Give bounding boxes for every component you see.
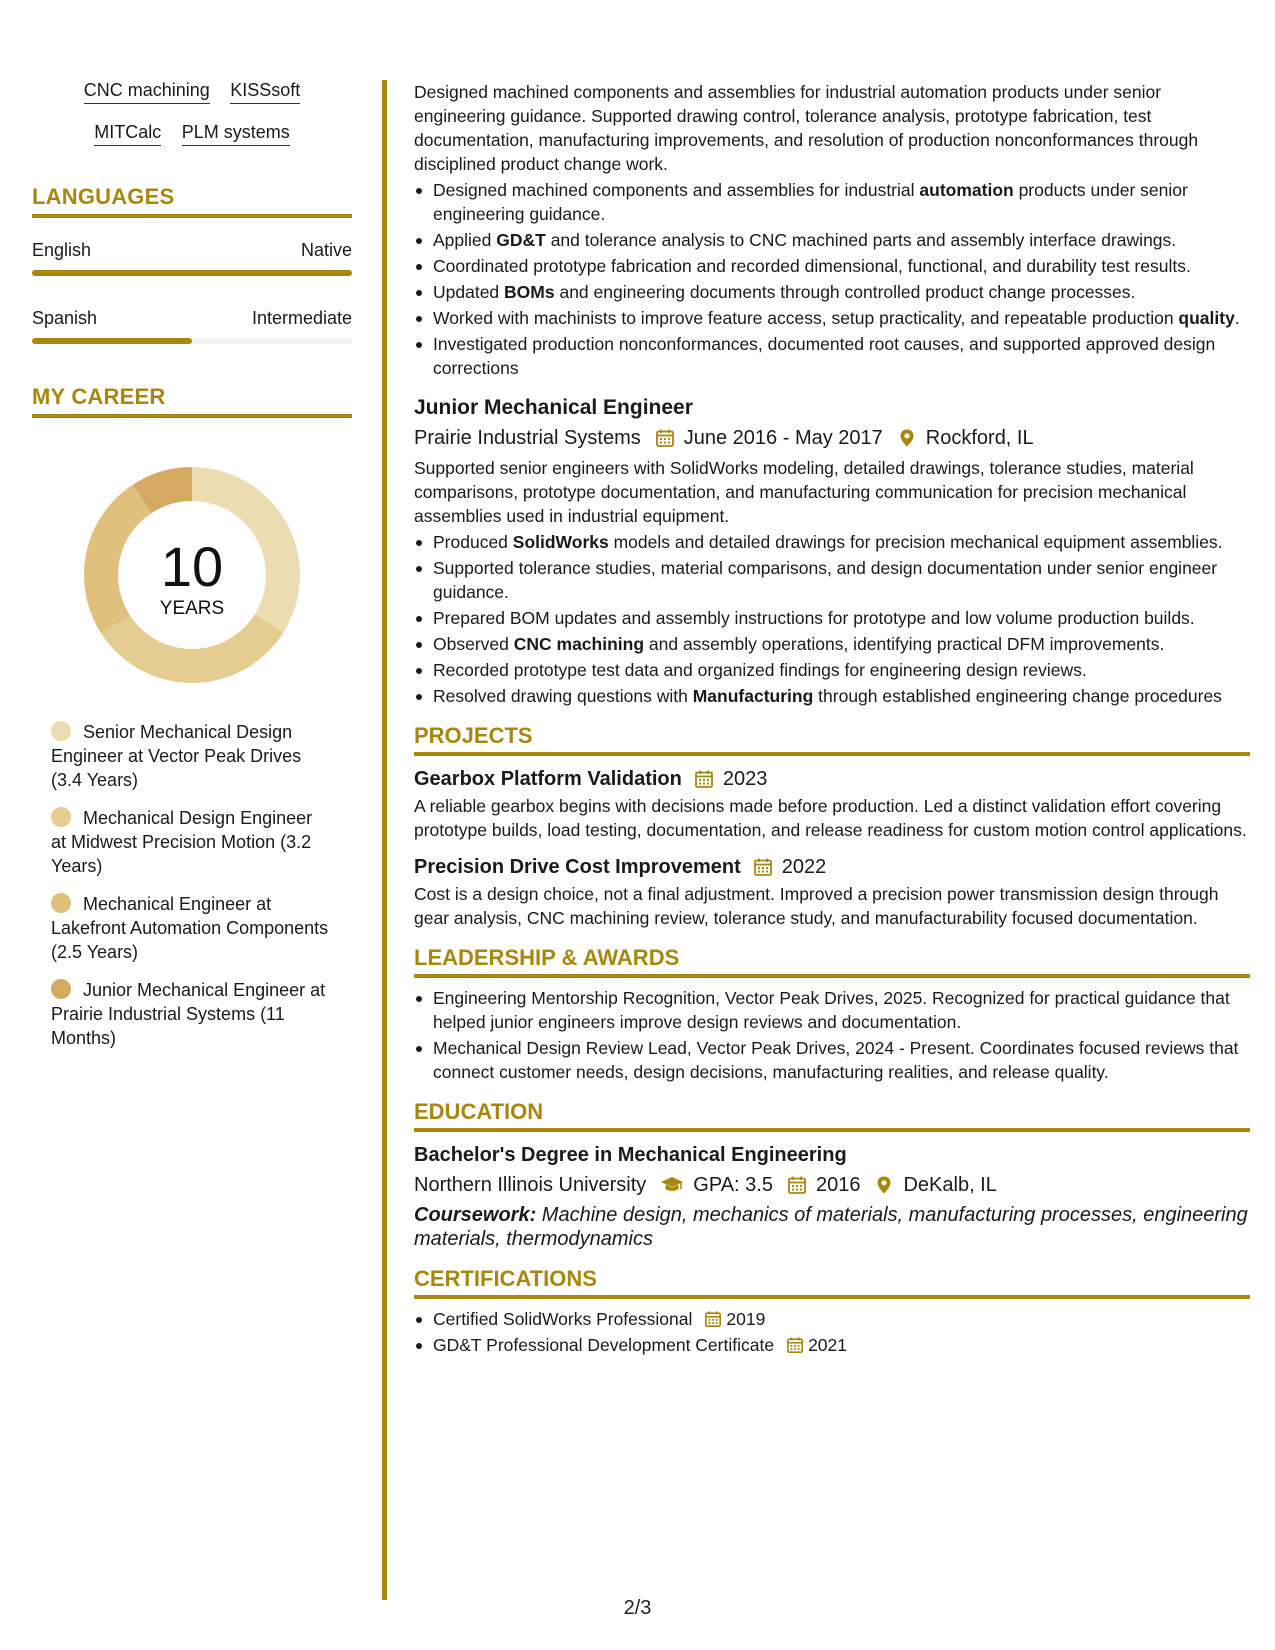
education-title: EDUCATION [414,1100,1250,1132]
leadership-section [414,946,1250,1084]
career-donut [77,460,307,690]
career-legend [51,720,331,1050]
list-item: Resolved drawing questions with Manufacturing through established engineering change procedures [414,684,1250,708]
language-bar [32,270,352,276]
project-description: Cost is a design choice, not a final adjustment. Improved a precision power transmission design through gear analysis, CNC machining review, tolerance study, and manufacturability focused documentation. [414,884,1219,928]
certifications-section [414,1267,1250,1357]
column-divider [382,80,387,1600]
gpa: GPA: 3.5 [693,1174,773,1196]
list-item: Observed CNC machining and assembly operations, identifying practical DFM improvements. [414,632,1250,656]
language-level: Native [300,240,352,260]
legend-dot [51,721,71,741]
school-name: Northern Illinois University [414,1174,647,1196]
project-entry [414,852,1250,930]
project-entry [414,764,1250,842]
calendar-icon [786,1336,804,1354]
list-item: Applied GD&T and tolerance analysis to CNC machined parts and assembly interface drawings. [414,228,1250,252]
list-item: Engineering Mentorship Recognition, Vector Peak Drives, 2025. Recognized for practical guidance that helped junior engineers improve design reviews and documentation. [414,986,1250,1034]
job-dates: June 2016 - May 2017 [683,427,883,449]
job-bullets [414,530,1250,708]
list-item: Prepared BOM updates and assembly instructions for prototype and low volume production builds. [414,606,1250,630]
left-column [32,80,352,1064]
projects-section [414,724,1250,930]
coursework [414,1203,1250,1251]
legend-item [51,892,331,964]
certifications-title: CERTIFICATIONS [414,1267,1250,1299]
leadership-title: LEADERSHIP & AWARDS [414,946,1250,978]
job-bullets [414,178,1250,380]
legend-item [51,720,331,792]
donut-segment [101,614,283,683]
legend-item [51,978,331,1050]
language-name: Spanish [32,308,98,328]
calendar-icon [704,1310,722,1328]
calendar-icon [753,857,773,877]
projects-title: PROJECTS [414,724,1250,756]
list-item: Updated BOMs and engineering documents through controlled product change processes. [414,280,1250,304]
company-name: Prairie Industrial Systems [414,427,641,449]
language-bar-fill [32,338,192,344]
skill-tag: PLM systems [182,122,290,146]
list-item [414,1333,1250,1357]
right-column [414,80,1250,1359]
project-name: Gearbox Platform Validation [414,768,682,790]
coursework-text: Machine design, mechanics of materials, manufacturing processes, engineering materials, thermodynamics [414,1204,1248,1250]
career-total-years: 10 [160,535,224,598]
language-bar [32,338,352,344]
list-item: Supported tolerance studies, material comparisons, and design documentation under senior engineer guidance. [414,556,1250,604]
leadership-list [414,986,1250,1084]
career-total-unit: YEARS [159,598,225,619]
legend-label: Mechanical Engineer at Lakefront Automation Components (2.5 Years) [51,894,329,962]
legend-label: Junior Mechanical Engineer at Prairie Industrial Systems (11 Months) [51,980,326,1048]
list-item: Investigated production nonconformances, documented root causes, and supported approved design corrections [414,332,1250,380]
calendar-icon [787,1175,807,1195]
skill-tag: KISSsoft [230,80,300,104]
certification-name: Certified SolidWorks Professional [433,1309,693,1329]
legend-dot [51,807,71,827]
job-title: Junior Mechanical Engineer [414,396,693,419]
career-title: MY CAREER [32,384,352,418]
school-location: DeKalb, IL [903,1174,997,1196]
legend-dot [51,893,71,913]
job-entry [414,393,1250,708]
education-meta [414,1170,1250,1200]
job-meta [414,423,1250,453]
job-summary: Designed machined components and assemblies for industrial automation products under senior engineering guidance. Supported drawing control, tolerance analysis, prototype fabrication, test documentation, manufacturing improvements, and resolution of production nonconformances through disciplined product change work. [414,82,1199,174]
coursework-label: Coursework: [414,1204,537,1226]
job-summary: Supported senior engineers with SolidWorks modeling, detailed drawings, tolerance studies, material comparisons, prototype documentation, and manufacturing communication for precision mechanical assemblies used in industrial equipment. [414,458,1194,526]
list-item: Recorded prototype test data and organized findings for engineering design reviews. [414,658,1250,682]
languages-section [32,184,352,344]
list-item: Designed machined components and assemblies for industrial automation products under senior engineering guidance. [414,178,1250,226]
certification-name: GD&T Professional Development Certificate [433,1335,775,1355]
graduation-year: 2016 [815,1174,861,1196]
project-description: A reliable gearbox begins with decisions made before production. Led a distinct validation effort covering prototype builds, load testing, documentation, and release readiness for custom motion control applications. [414,796,1247,840]
job-location: Rockford, IL [925,427,1034,449]
degree-name: Bachelor's Degree in Mechanical Engineering [414,1144,847,1166]
skill-tag: CNC machining [84,80,210,104]
project-year: 2023 [722,768,768,790]
calendar-icon [694,769,714,789]
location-pin-icon [897,428,917,448]
education-section [414,1100,1250,1251]
calendar-icon [655,428,675,448]
legend-dot [51,979,71,999]
project-year: 2022 [781,856,827,878]
certification-year: 2019 [726,1309,766,1329]
legend-label: Mechanical Design Engineer at Midwest Precision Motion (3.2 Years) [51,808,313,876]
languages-title: LANGUAGES [32,184,352,218]
language-level: Intermediate [251,308,352,328]
career-section [32,384,352,1050]
list-item [414,1307,1250,1331]
list-item: Coordinated prototype fabrication and recorded dimensional, functional, and durability test results. [414,254,1250,278]
list-item: Worked with machinists to improve feature access, setup practicality, and repeatable production quality. [414,306,1250,330]
location-pin-icon [874,1175,894,1195]
legend-item [51,806,331,878]
language-name: English [32,240,92,260]
skill-tag: MITCalc [94,122,161,146]
graduation-cap-icon [660,1175,684,1195]
project-name: Precision Drive Cost Improvement [414,856,741,878]
job-entry [414,80,1250,380]
certifications-list [414,1307,1250,1357]
skills-list [32,80,352,146]
list-item: Produced SolidWorks models and detailed drawings for precision mechanical equipment assemblies. [414,530,1250,554]
list-item: Mechanical Design Review Lead, Vector Peak Drives, 2024 - Present. Coordinates focused reviews that connect customer needs, design decisions, manufacturing realities, and release quality. [414,1036,1250,1084]
page-number: 2/3 [623,1597,652,1619]
language-bar-fill [32,270,352,276]
certification-year: 2021 [808,1335,848,1355]
legend-label: Senior Mechanical Design Engineer at Vector Peak Drives (3.4 Years) [51,722,302,790]
